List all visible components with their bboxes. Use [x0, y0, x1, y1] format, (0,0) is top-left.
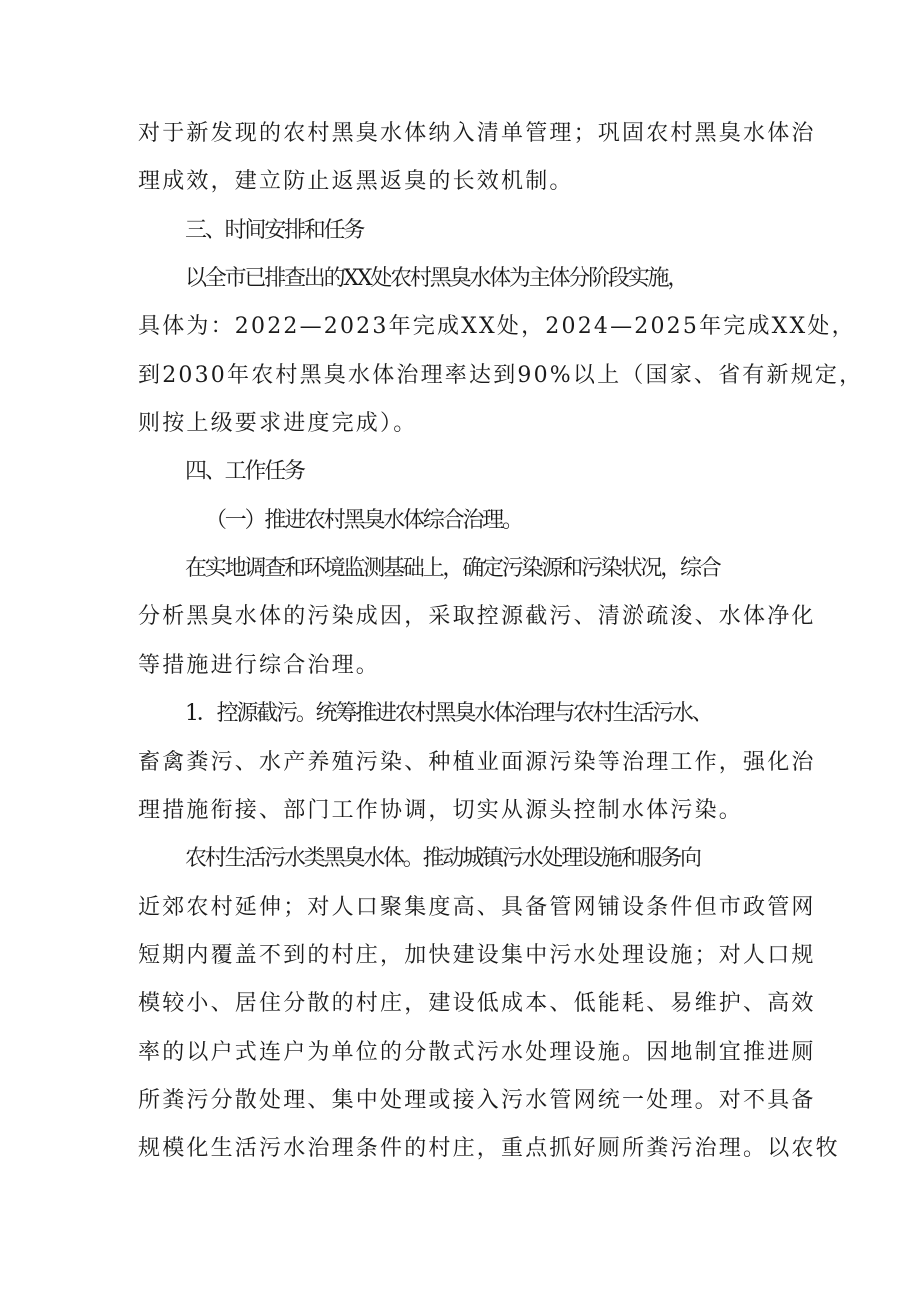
section-heading: 四、工作任务	[185, 459, 304, 484]
body-text-line: 所粪污分散处理、集中处理或接入污水管网统一处理。对不具备	[138, 1088, 816, 1113]
body-text-line: 理成效，建立防止返黑返臭的长效机制。	[138, 169, 574, 194]
body-text-line: 以全市已排查出的XX处农村黑臭水体为主体分阶段实施，	[185, 266, 688, 291]
body-text-line: 则按上级要求进度完成）。	[138, 411, 418, 436]
section-heading: 三、时间安排和任务	[185, 218, 364, 243]
body-text-line: 对于新发现的农村黑臭水体纳入清单管理；巩固农村黑臭水体治	[138, 121, 816, 146]
body-text-line: 到2030年农村黑臭水体治理率达到90%以上（国家、省有新规定，	[138, 363, 864, 388]
body-text-line: 畜禽粪污、水产养殖污染、种植业面源污染等治理工作，强化治	[138, 750, 816, 775]
subsection-heading: （一）推进农村黑臭水体综合治理。	[205, 508, 522, 533]
body-text-line: 1．控源截污。统筹推进农村黑臭水体治理与农村生活污水、	[185, 701, 712, 726]
body-text-line: 模较小、居住分散的村庄，建设低成本、低能耗、易维护、高效	[138, 991, 816, 1016]
body-text-line: 短期内覆盖不到的村庄，加快建设集中污水处理设施；对人口规	[138, 943, 816, 968]
body-text-line: 等措施进行综合治理。	[138, 653, 381, 678]
body-text-line: 分析黑臭水体的污染成因，采取控源截污、清淤疏浚、水体净化	[138, 604, 816, 629]
body-text-line: 理措施衔接、部门工作协调，切实从源头控制水体污染。	[138, 798, 744, 823]
body-text-line: 率的以户式连户为单位的分散式污水处理设施。因地制宜推进厕	[138, 1040, 816, 1065]
body-text-line: 农村生活污水类黑臭水体。推动城镇污水处理设施和服务向	[185, 846, 700, 871]
body-text-line: 在实地调查和环境监测基础上，确定污染源和污染状况，综合	[185, 556, 720, 581]
body-text-line: 具体为：2022—2023年完成XX处，2024—2025年完成XX处，	[138, 314, 856, 339]
body-text-line: 近郊农村延伸；对人口聚集度高、具备管网铺设条件但市政管网	[138, 895, 816, 920]
body-text-line: 规模化生活污水治理条件的村庄，重点抓好厕所粪污治理。以农牧	[138, 1136, 840, 1161]
